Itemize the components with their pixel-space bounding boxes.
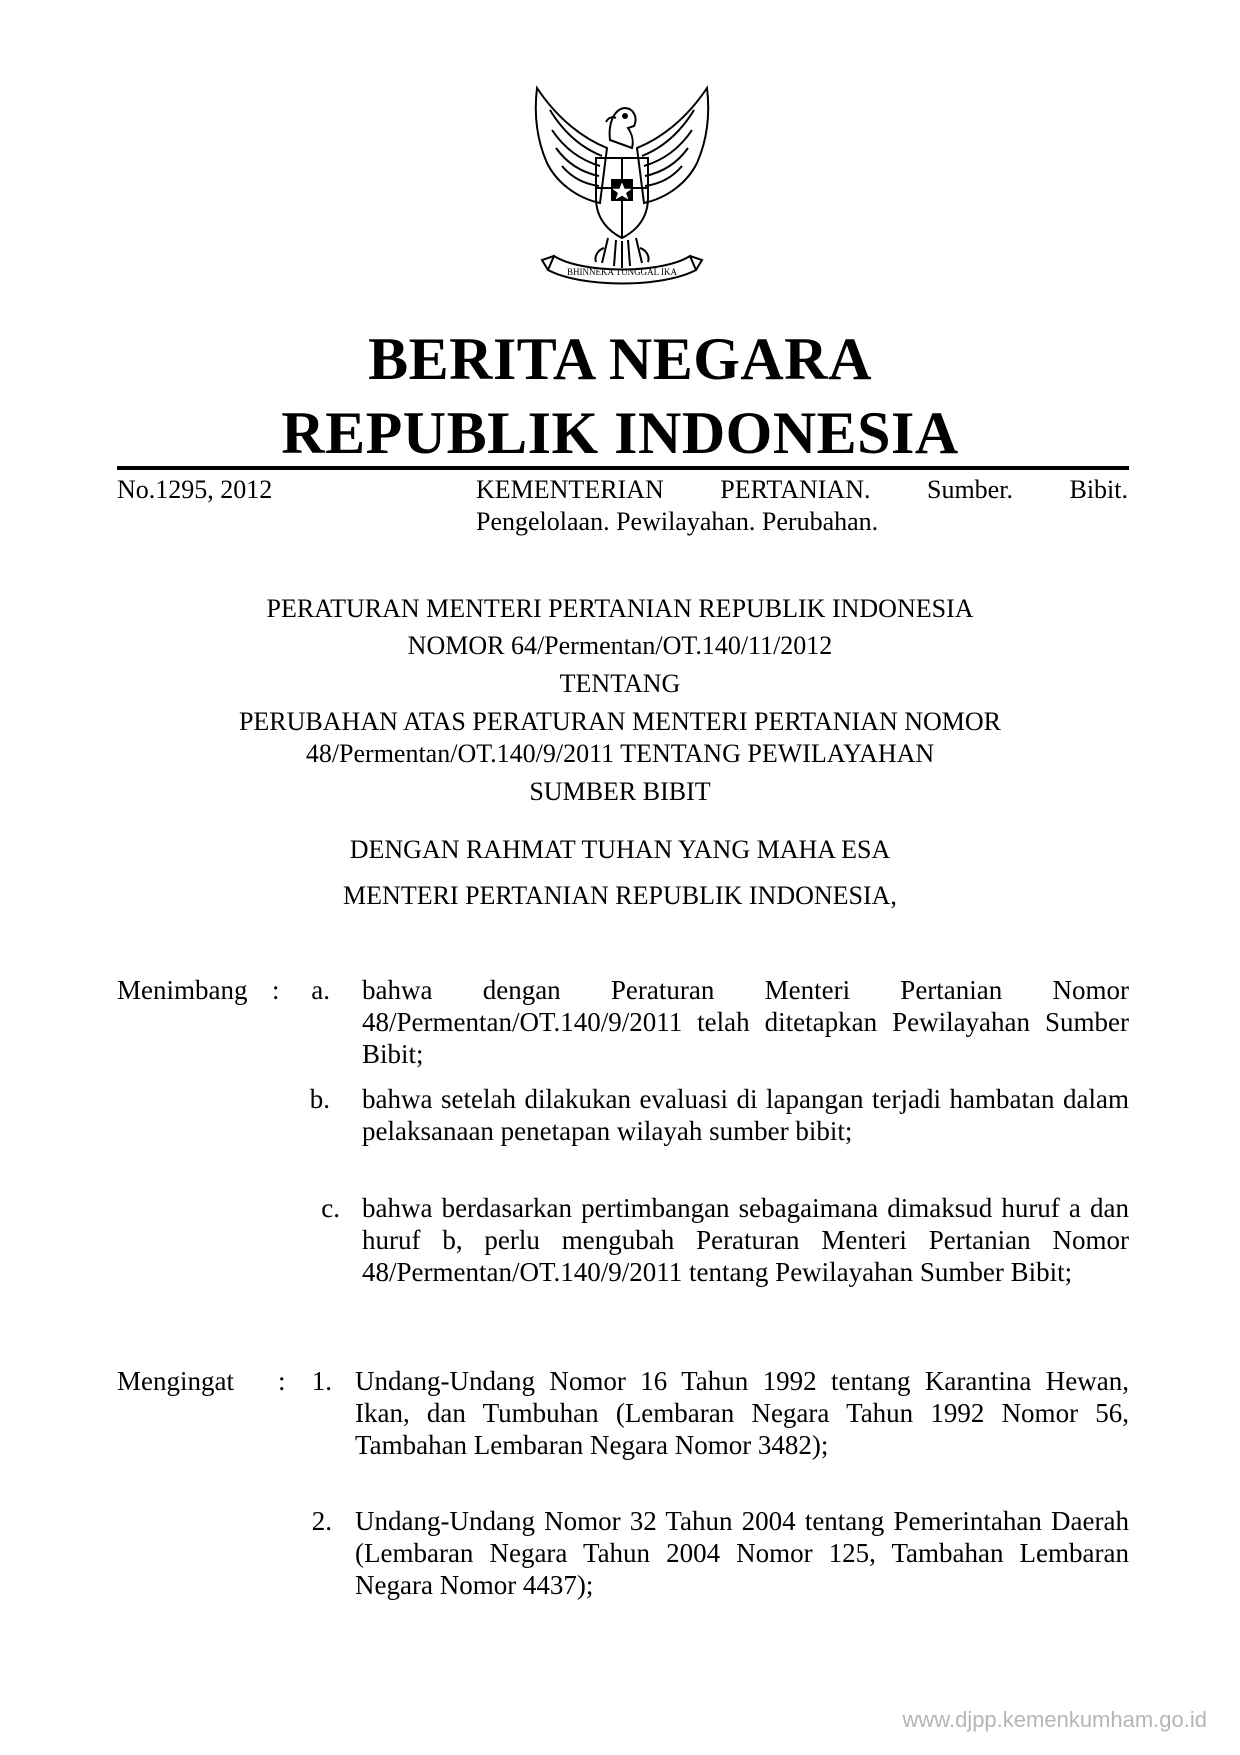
menimbang-item-a: bahwa dengan Peraturan Menteri Pertanian Nomor 48/Permentan/OT.140/9/2011 telah ditetapkan Pewilayahan Sumber Bibit;	[362, 975, 1129, 1069]
mengingat-separator: :	[278, 1366, 286, 1396]
regulation-subject-line1: PERUBAHAN ATAS PERATURAN MENTERI PERTANIAN NOMOR	[238, 707, 1002, 736]
menimbang-marker-c: c.	[321, 1193, 340, 1223]
menimbang-label: Menimbang	[117, 975, 248, 1005]
regulation-tentang: TENTANG	[559, 669, 681, 698]
mengingat-marker-2: 2.	[311, 1506, 332, 1536]
regulation-subject-line2: 48/Permentan/OT.140/9/2011 TENTANG PEWILAYAHAN	[305, 739, 935, 768]
menimbang-item-c: bahwa berdasarkan pertimbangan sebagaimana dimaksud huruf a dan huruf b, perlu mengubah Peraturan Menteri Pertanian Nomor 48/Permentan/OT.140/9/2011 tentang Pewilayahan Sumber Bibit;	[362, 1193, 1129, 1287]
mengingat-label: Mengingat	[117, 1366, 234, 1396]
gazette-subject-line2: Pengelolaan. Pewilayahan. Perubahan.	[476, 507, 879, 536]
menimbang-marker-b: b.	[309, 1084, 330, 1114]
invocation: DENGAN RAHMAT TUHAN YANG MAHA ESA	[349, 835, 891, 864]
gazette-subject-line1: KEMENTERIAN PERTANIAN. Sumber. Bibit.	[476, 475, 1128, 504]
menimbang-item-b: bahwa setelah dilakukan evaluasi di lapangan terjadi hambatan dalam pelaksanaan penetapan wilayah sumber bibit;	[362, 1084, 1129, 1146]
menimbang-marker-a: a.	[311, 975, 330, 1005]
mengingat-item-1: Undang-Undang Nomor 16 Tahun 1992 tentang Karantina Hewan, Ikan, dan Tumbuhan (Lembaran Negara Tahun 1992 Nomor 56, Tambahan Lembaran Negara Nomor 3482);	[355, 1366, 1129, 1460]
gazette-title-line2: REPUBLIK INDONESIA	[281, 400, 959, 466]
mengingat-item-2: Undang-Undang Nomor 32 Tahun 2004 tentang Pemerintahan Daerah (Lembaran Negara Tahun 2004 Nomor 125, Tambahan Lembaran Negara Nomor 4437);	[355, 1506, 1129, 1600]
header-divider	[117, 466, 1129, 470]
minister-title: MENTERI PERTANIAN REPUBLIK INDONESIA,	[343, 881, 897, 910]
watermark-url: www.djpp.kemenkumham.go.id	[902, 1707, 1207, 1732]
menimbang-separator: :	[272, 975, 280, 1005]
regulation-subject-line3: SUMBER BIBIT	[529, 777, 711, 806]
gazette-title-line1: BERITA NEGARA	[368, 326, 872, 392]
garuda-emblem-icon	[512, 78, 732, 298]
emblem-motto: BHINNEKA TUNGGAL IKA	[567, 267, 677, 277]
gazette-subject	[476, 474, 1128, 538]
regulation-heading-line1: PERATURAN MENTERI PERTANIAN REPUBLIK INDONESIA	[266, 594, 974, 623]
regulation-number: NOMOR 64/Permentan/OT.140/11/2012	[407, 631, 833, 660]
gazette-number: No.1295, 2012	[117, 475, 273, 504]
mengingat-marker-1: 1.	[311, 1366, 332, 1396]
